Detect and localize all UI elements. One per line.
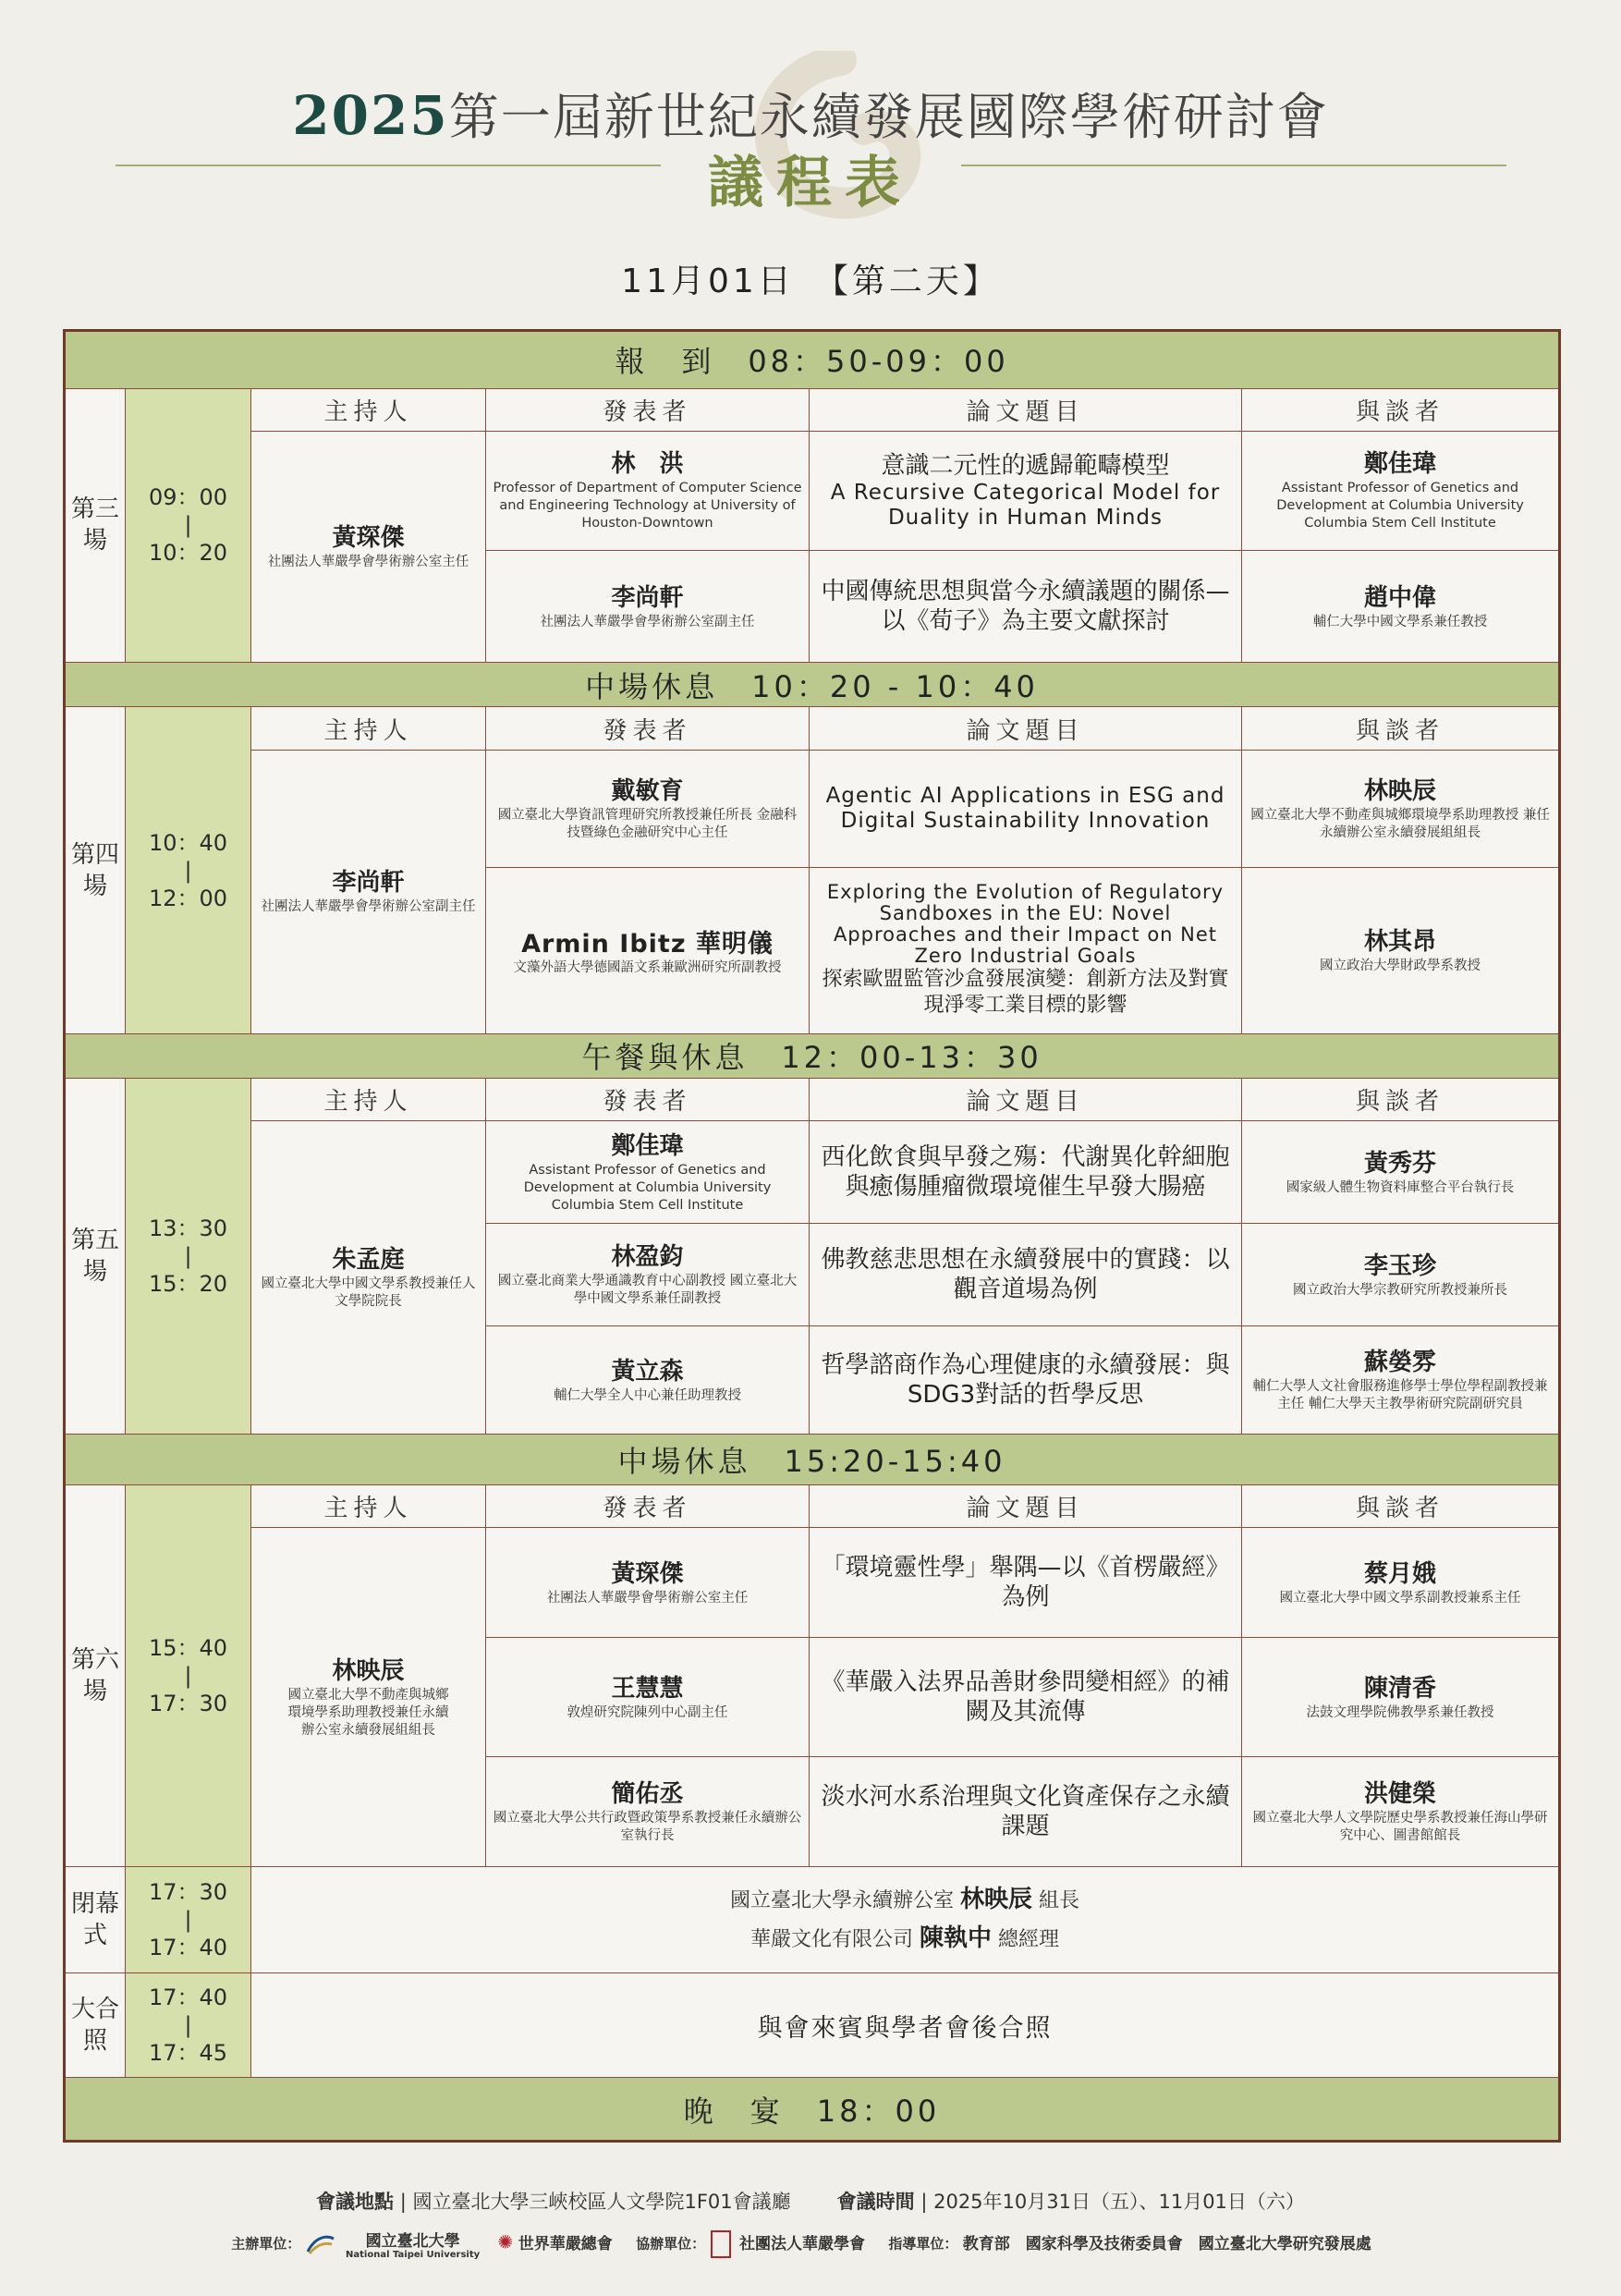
- paper-title-cell: 《華嚴入法界品善財參問變相經》的補闕及其流傳: [810, 1638, 1242, 1757]
- discussant-cell: 林其昂 國立政治大學財政學系教授: [1242, 867, 1560, 1033]
- col-header-discussant: 與談者: [1242, 388, 1560, 431]
- session-host: 李尚軒 社團法人華嚴學會學術辦公室副主任: [251, 750, 486, 1033]
- ntpu-logo-icon: [306, 2233, 335, 2255]
- discussant-cell: 林映辰 國立臺北大學不動產與城鄉環境學系助理教授 兼任永續辦公室永續發展組組長: [1242, 750, 1560, 867]
- session-label: 第四場: [65, 707, 126, 1033]
- col-header-presenter: 發表者: [486, 388, 810, 431]
- photo-text: 與會來賓與學者會後合照: [251, 1973, 1560, 2078]
- agenda-title: 議程表: [708, 151, 913, 215]
- col-header-paper: 論文題目: [810, 707, 1242, 750]
- huayan-world-logo-icon: ✺: [497, 2230, 514, 2253]
- col-header-host: 主持人: [251, 388, 486, 431]
- discussant-cell: 洪健榮 國立臺北大學人文學院歷史學系教授兼任海山學研究中心、圖書館館長: [1242, 1757, 1560, 1867]
- session-time: 10：40 | 12：00: [126, 707, 251, 1033]
- date-line: 11月01日 【第二天】: [621, 263, 1000, 300]
- discussant-cell: 蔡月娥 國立臺北大學中國文學系副教授兼系主任: [1242, 1528, 1560, 1638]
- photo-label: 大合照: [65, 1973, 126, 2078]
- presenter-cell: 林盈鈞 國立臺北商業大學通識教育中心副教授 國立臺北大學中國文學系兼任副教授: [486, 1224, 810, 1326]
- presenter-cell: 簡佑丞 國立臺北大學公共行政暨政策學系教授兼任永續辦公室執行長: [486, 1757, 810, 1867]
- dinner-band: 晚 宴 18：00: [65, 2078, 1560, 2142]
- break-band: 中場休息 15:20-15:40: [65, 1435, 1560, 1484]
- paper-title-cell: 西化飲食與早發之殤：代謝異化幹細胞與癒傷腫瘤微環境催生早發大腸癌: [810, 1121, 1242, 1224]
- discussant-cell: 鄭佳瑋 Assistant Professor of Genetics and Development at Columbia University Columbia Stem Cell Institute: [1242, 431, 1560, 550]
- schedule-table: [63, 329, 1561, 2143]
- registration-band: 報 到 08：50-09：00: [65, 331, 1560, 389]
- col-header-discussant: 與談者: [1242, 1484, 1560, 1527]
- paper-title-cell: 中國傳統思想與當今永續議題的關係—以《荀子》為主要文獻探討: [810, 551, 1242, 663]
- paper-title-cell: 淡水河水系治理與文化資產保存之永續課題: [810, 1757, 1242, 1867]
- col-header-presenter: 發表者: [486, 707, 810, 750]
- footer-venue-line: 會議地點 | 國立臺北大學三峽校區人文學院1F01會議廳 會議時間 | 2025年10月31日（五）、11月01日（六）: [316, 2191, 1305, 2213]
- session-label: 第三場: [65, 388, 126, 663]
- col-header-host: 主持人: [251, 1484, 486, 1527]
- discussant-cell: 陳清香 法鼓文理學院佛教學系兼任教授: [1242, 1638, 1560, 1757]
- presenter-cell: 王慧慧 敦煌研究院陳列中心副主任: [486, 1638, 810, 1757]
- header: [0, 0, 1621, 333]
- discussant-cell: 蘇嫈雰 輔仁大學人文社會服務進修學士學位學程副教授兼主任 輔仁大學天主教學術研究院副研究員: [1242, 1326, 1560, 1435]
- col-header-host: 主持人: [251, 1078, 486, 1120]
- session-label: 第五場: [65, 1078, 126, 1434]
- paper-title-cell: 哲學諮商作為心理健康的永續發展：與SDG3對話的哲學反思: [810, 1326, 1242, 1435]
- col-header-discussant: 與談者: [1242, 1078, 1560, 1120]
- presenter-cell: 黃琛傑 社團法人華嚴學會學術辦公室主任: [486, 1528, 810, 1638]
- col-header-discussant: 與談者: [1242, 707, 1560, 750]
- session-time: 13：30 | 15：20: [126, 1078, 251, 1434]
- session-host: 黃琛傑 社團法人華嚴學會學術辦公室主任: [251, 431, 486, 662]
- col-header-host: 主持人: [251, 707, 486, 750]
- col-header-paper: 論文題目: [810, 1078, 1242, 1120]
- col-header-paper: 論文題目: [810, 388, 1242, 431]
- session-host: 林映辰 國立臺北大學不動產與城鄉環境學系助理教授兼任永續辦公室永續發展組組長: [251, 1528, 486, 1867]
- session-label: 第六場: [65, 1484, 126, 1867]
- presenter-cell: 黃立森 輔仁大學全人中心兼任助理教授: [486, 1326, 810, 1435]
- photo-time: 17：40 | 17：45: [126, 1973, 251, 2078]
- presenter-cell: 李尚軒 社團法人華嚴學會學術辦公室副主任: [486, 551, 810, 663]
- col-header-presenter: 發表者: [486, 1078, 810, 1120]
- presenter-cell: 林 洪 Professor of Department of Computer Science and Engineering Technology at University of Houston-Downtown: [486, 431, 810, 550]
- session-time: 09：00 | 10：20: [126, 388, 251, 663]
- footer-organizers: 主辦單位： 國立臺北大學 National Taipei University ✺ 世界華嚴總會 協辦單位： 社團法人華嚴學會 指導單位： 教育部 國家科學及技術委員會 國立臺北大學研究發展處: [231, 2230, 1371, 2260]
- presenter-cell: Armin Ibitz 華明儀 文藻外語大學德國語文系兼歐洲研究所副教授: [486, 867, 810, 1033]
- paper-title-cell: 「環境靈性學」舉隅—以《首楞嚴經》為例: [810, 1528, 1242, 1638]
- col-header-paper: 論文題目: [810, 1484, 1242, 1527]
- presenter-cell: 戴敏育 國立臺北大學資訊管理研究所教授兼任所長 金融科技暨綠色金融研究中心主任: [486, 750, 810, 867]
- col-header-presenter: 發表者: [486, 1484, 810, 1527]
- session-time: 15：40 | 17：30: [126, 1484, 251, 1867]
- paper-title-cell: Exploring the Evolution of Regulatory Sandboxes in the EU: Novel Approaches and their Impact on Net Zero Industrial Goals 探索歐盟監管沙盒發展演變：創新方法及對實現淨零工業目標的影響: [810, 867, 1242, 1033]
- lunch-band: 午餐與休息 12：00-13：30: [65, 1033, 1560, 1078]
- paper-title-cell: Agentic AI Applications in ESG and Digital Sustainability Innovation: [810, 750, 1242, 867]
- discussant-cell: 趙中偉 輔仁大學中國文學系兼任教授: [1242, 551, 1560, 663]
- discussant-cell: 黃秀芬 國家級人體生物資料庫整合平台執行長: [1242, 1121, 1560, 1224]
- closing-time: 17：30 | 17：40: [126, 1867, 251, 1973]
- discussant-cell: 李玉珍 國立政治大學宗教研究所教授兼所長: [1242, 1224, 1560, 1326]
- paper-title-cell: 意識二元性的遞歸範疇模型 A Recursive Categorical Model for Duality in Human Minds: [810, 431, 1242, 550]
- break-band: 中場休息 10：20 - 10：40: [65, 663, 1560, 707]
- session-host: 朱孟庭 國立臺北大學中國文學系教授兼任人文學院院長: [251, 1121, 486, 1435]
- paper-title-cell: 佛教慈悲思想在永續發展中的實踐：以觀音道場為例: [810, 1224, 1242, 1326]
- huayan-society-logo-icon: [711, 2230, 731, 2258]
- closing-label: 閉幕式: [65, 1867, 126, 1973]
- closing-content: 國立臺北大學永續辦公室 林映辰 組長 華嚴文化有限公司 陳執中 總經理: [251, 1867, 1560, 1973]
- presenter-cell: 鄭佳瑋 Assistant Professor of Genetics and Development at Columbia University Columbia Stem Cell Institute: [486, 1121, 810, 1224]
- conference-title: 2025第一屆新世紀永續發展國際學術研討會: [292, 84, 1329, 147]
